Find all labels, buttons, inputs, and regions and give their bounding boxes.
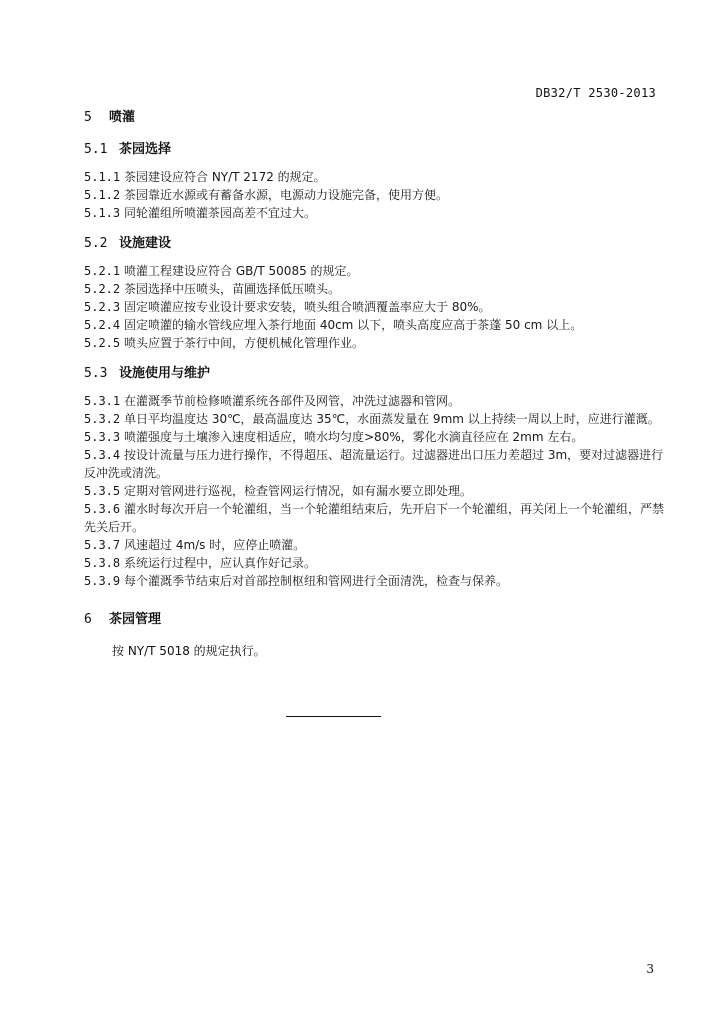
subsection-number: 5.1 [84,142,108,157]
end-of-text-rule [286,716,381,717]
clause-5-3-6 [84,500,664,536]
clause-text: 茶园建设应符合 NY/T 2172 的规定。 [124,170,326,184]
clause-number: 5.2.4 [84,318,121,332]
clause-text: 固定喷灌的输水管线应埋入茶行地面 40cm 以下，喷头高度应高于茶蓬 50 cm 以上。 [124,318,583,332]
section-number: 5 [84,110,92,125]
clause-number: 5.1.2 [84,188,121,202]
section-5-heading [84,108,664,128]
clause-number: 5.3.7 [84,538,121,552]
clause-number: 5.3.9 [84,574,121,588]
clause-text: 每个灌溉季节结束后对首部控制枢纽和管网进行全面清洗，检查与保养。 [124,574,509,588]
section-title: 茶园管理 [109,612,162,627]
clause-text: 同轮灌组所喷灌茶园高差不宜过大。 [124,206,317,220]
clause-number: 5.2.1 [84,264,121,278]
clause-5-2-3 [84,298,664,316]
subsection-5-2-heading [84,234,664,254]
clause-5-2-4 [84,316,664,334]
subsection-title: 设施建设 [119,236,172,251]
clause-5-2-1 [84,262,664,280]
clause-text: 喷头应置于茶行中间，方便机械化管理作业。 [124,336,365,350]
clause-5-3-8 [84,554,664,572]
clause-text: 喷灌强度与土壤渗入速度相适应，喷水均匀度>80%，雾化水滴直径应在 2mm 左右。 [124,430,584,444]
clause-text: 灌水时每次开启一个轮灌组，当一个轮灌组结束后，先开启下一个轮灌组，再关闭上一个轮灌组，严禁先关后开。 [84,502,665,534]
clause-number: 5.3.4 [84,448,121,462]
clause-number: 5.2.5 [84,336,121,350]
clause-number: 5.3.1 [84,394,121,408]
clause-number: 5.3.5 [84,484,121,498]
clause-text: 茶园靠近水源或有蓄备水源，电源动力设施完备，使用方便。 [124,188,449,202]
clause-5-1-3 [84,204,664,222]
clause-5-2-2 [84,280,664,298]
subsection-number: 5.3 [84,366,108,381]
clause-5-3-2 [84,410,664,428]
subsection-5-1-heading [84,140,664,160]
clause-text: 喷灌工程建设应符合 GB/T 50085 的规定。 [124,264,359,278]
clause-5-3-5 [84,482,664,500]
clause-text: 单日平均温度达 30℃，最高温度达 35℃，水面蒸发量在 9mm 以上持续一周以上时，应进行灌溉。 [124,412,660,426]
clause-text: 定期对管网进行巡视，检查管网运行情况，如有漏水要立即处理。 [124,484,473,498]
section-6-text: 按 NY/T 5018 的规定执行。 [112,644,266,658]
clause-5-3-7 [84,536,664,554]
clause-5-3-4 [84,446,664,482]
clause-number: 5.2.3 [84,300,121,314]
clause-number: 5.3.6 [84,502,121,516]
standard-code: DB32/T 2530-2013 [535,86,656,100]
clause-text: 风速超过 4m/s 时，应停止喷灌。 [124,538,306,552]
clause-text: 系统运行过程中，应认真作好记录。 [124,556,317,570]
clause-5-1-2 [84,186,664,204]
page-number: 3 [646,962,654,976]
clause-number: 5.1.3 [84,206,121,220]
subsection-title: 茶园选择 [119,142,172,157]
clause-number: 5.3.2 [84,412,121,426]
clause-text: 茶园选择中压喷头，苗圃选择低压喷头。 [124,282,341,296]
clause-text: 在灌溉季节前检修喷灌系统各部件及网管，冲洗过滤器和管网。 [124,394,461,408]
clause-5-3-3 [84,428,664,446]
subsection-number: 5.2 [84,236,108,251]
clause-5-1-1 [84,168,664,186]
subsection-5-3-heading [84,364,664,384]
subsection-title: 设施使用与维护 [119,366,211,381]
section-6-heading [84,610,664,630]
clause-5-3-9 [84,572,664,590]
clause-number: 5.3.8 [84,556,121,570]
clause-number: 5.3.3 [84,430,121,444]
clause-text: 按设计流量与压力进行操作，不得超压、超流量运行。过滤器进出口压力差超过 3m，要对过滤器进行反冲洗或清洗。 [84,448,664,480]
clause-number: 5.2.2 [84,282,121,296]
clause-text: 固定喷灌应按专业设计要求安装，喷头组合喷洒覆盖率应大于 80%。 [124,300,491,314]
clause-number: 5.1.1 [84,170,121,184]
section-number: 6 [84,612,92,627]
clause-5-3-1 [84,392,664,410]
page-content [84,108,664,660]
clause-5-2-5 [84,334,664,352]
section-title: 喷灌 [109,110,136,125]
